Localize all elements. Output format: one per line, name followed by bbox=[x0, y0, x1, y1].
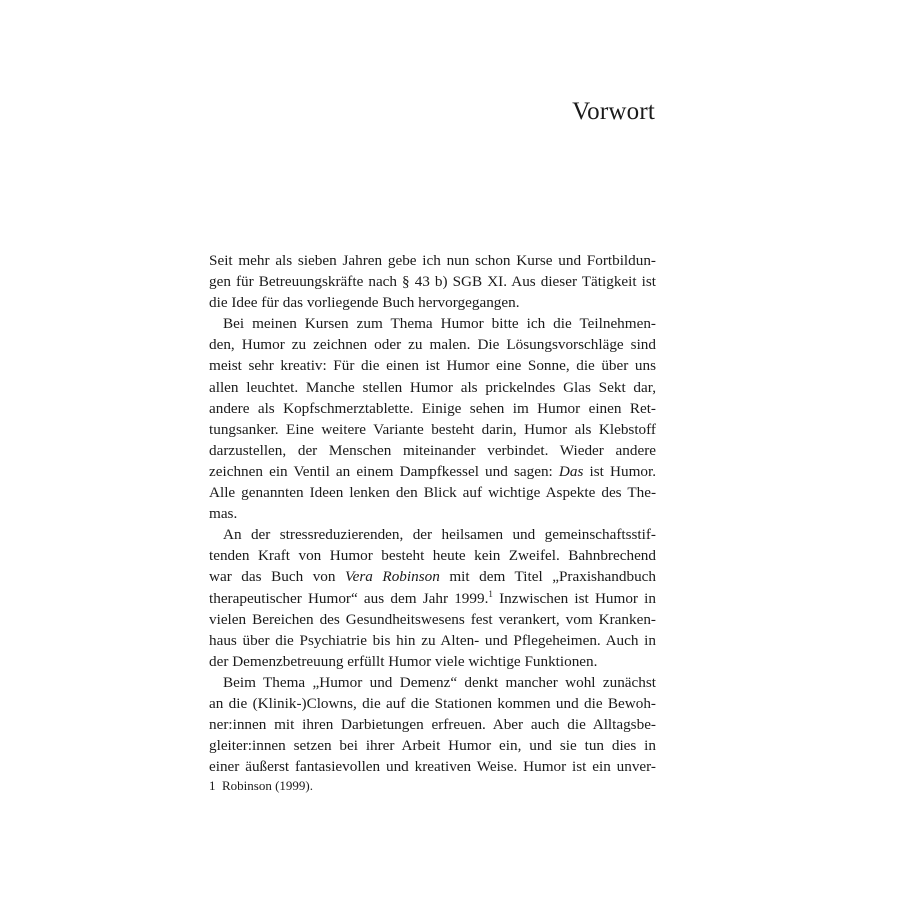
paragraph-3-line bbox=[209, 588, 656, 609]
line-text: ist Humor. bbox=[583, 462, 656, 480]
line-text: war das Buch von bbox=[209, 568, 346, 586]
paragraph-3-line: haus über die Psychiatrie bis hin zu Alten- und Pflegeheimen. Auch in bbox=[209, 631, 656, 649]
paragraph-2-line: mas. bbox=[209, 505, 238, 523]
paragraph-3-line: tenden Kraft von Humor besteht heute kein Zweifel. Bahnbrechend bbox=[209, 547, 656, 565]
footnote-number: 1 bbox=[209, 778, 216, 793]
paragraph-2-line: darzustellen, der Menschen miteinander verbindet. Wieder andere bbox=[209, 441, 656, 459]
paragraph-4-line: an die (Klinik-)Clowns, die auf die Stationen kommen und die Bewoh- bbox=[209, 694, 656, 712]
paragraph-3-line: An der stressreduzierenden, der heilsamen und gemeinschaftsstif- bbox=[223, 526, 656, 544]
paragraph-2-line: allen leuchtet. Manche stellen Humor als prickelndes Glas Sekt dar, bbox=[209, 378, 656, 396]
paragraph-4-line: ner:innen mit ihren Darbietungen erfreuen. Aber auch die Alltagsbe- bbox=[209, 716, 656, 734]
paragraph-3-line: vielen Bereichen des Gesundheitswesens fest verankert, vom Kranken- bbox=[209, 610, 656, 628]
line-text: Inzwischen ist Humor in bbox=[492, 589, 656, 607]
paragraph-4-line: gleiter:innen setzen bei ihrer Arbeit Humor ein, und sie tun dies in bbox=[209, 737, 656, 755]
paragraph-4-line: einer äußerst fantasievollen und kreativen Weise. Humor ist ein unver- bbox=[209, 758, 656, 776]
paragraph-3-line: der Demenzbetreuung erfüllt Humor viele wichtige Funktionen. bbox=[209, 652, 598, 670]
paragraph-2-line: andere als Kopfschmerztablette. Einige sehen im Humor einen Ret- bbox=[209, 399, 656, 417]
body-text bbox=[209, 250, 656, 777]
author-name: Vera Robinson bbox=[345, 568, 440, 586]
paragraph-1-line: gen für Betreuungskräfte nach § 43 b) SGB XI. Aus dieser Tätigkeit ist bbox=[209, 273, 656, 291]
paragraph-2-line bbox=[209, 461, 656, 482]
paragraph-2-line: tungsanker. Eine weitere Variante besteht darin, Humor als Klebstoff bbox=[209, 420, 656, 438]
line-text: mit dem Titel „Praxishandbuch bbox=[439, 568, 656, 586]
footnote-text: Robinson (1999). bbox=[222, 778, 313, 793]
paragraph-2-line: Bei meinen Kursen zum Thema Humor bitte ich die Teilnehmen- bbox=[223, 315, 656, 333]
chapter-title: Vorwort bbox=[572, 98, 655, 125]
line-text: therapeutischer Humor“ aus dem Jahr 1999. bbox=[209, 589, 489, 607]
line-text: zeichnen ein Ventil an einem Dampfkessel und sagen: bbox=[209, 462, 559, 480]
paragraph-2-line: den, Humor zu zeichnen oder zu malen. Die Lösungsvorschläge sind bbox=[209, 336, 656, 354]
footnote bbox=[209, 778, 313, 794]
paragraph-2-line: meist sehr kreativ: Für die einen ist Humor eine Sonne, die über uns bbox=[209, 357, 656, 375]
paragraph-2-line: Alle genannten Ideen lenken den Blick auf wichtige Aspekte des The- bbox=[209, 484, 656, 502]
paragraph-1-line: die Idee für das vorliegende Buch hervorgegangen. bbox=[209, 294, 520, 312]
emphasis-text: Das bbox=[558, 462, 584, 480]
paragraph-1-line: Seit mehr als sieben Jahren gebe ich nun schon Kurse und Fortbildun- bbox=[209, 252, 656, 269]
footnote-reference[interactable]: 1 bbox=[488, 588, 493, 599]
paragraph-3-line bbox=[209, 566, 656, 587]
paragraph-4-line: Beim Thema „Humor und Demenz“ denkt mancher wohl zunächst bbox=[223, 673, 656, 691]
